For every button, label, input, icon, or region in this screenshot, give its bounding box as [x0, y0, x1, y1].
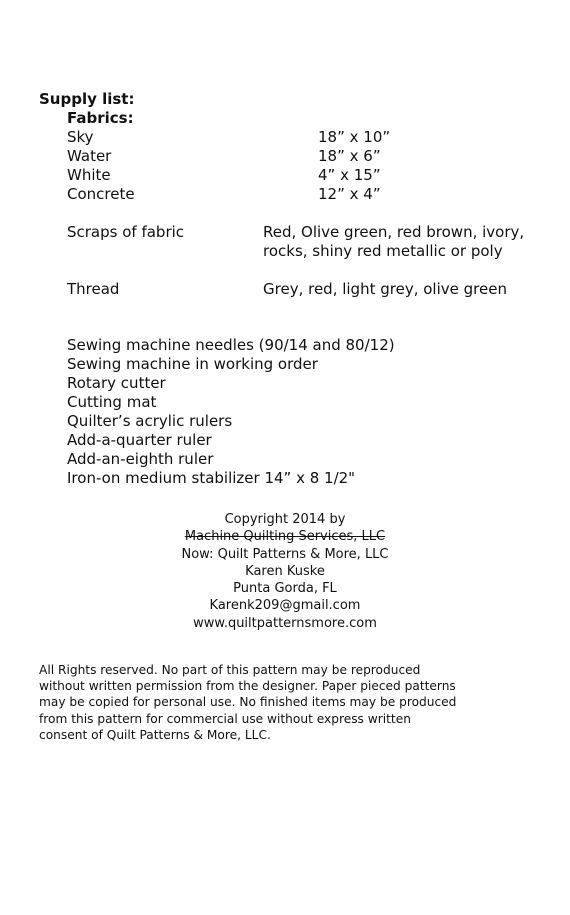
current-company-name: Now: Quilt Patterns & More, LLC	[181, 546, 389, 562]
rights-line: may be copied for personal use. No finished items may be produced	[39, 695, 457, 710]
thread-value: Grey, red, light grey, olive green	[263, 280, 507, 298]
copyright-block	[0, 511, 570, 632]
fabric-size: 12” x 4”	[318, 185, 381, 203]
thread-label: Thread	[67, 280, 120, 298]
tool-item: Add-an-eighth ruler	[67, 450, 214, 468]
scraps-label: Scraps of fabric	[67, 223, 185, 241]
rights-line: from this pattern for commercial use without express written	[39, 711, 411, 726]
rights-line: without written permission from the designer. Paper pieced patterns	[39, 679, 456, 694]
fabric-size: 4” x 15”	[318, 166, 381, 184]
tool-item: Quilter’s acrylic rulers	[67, 412, 233, 430]
rights-line: consent of Quilt Patterns & More, LLC.	[39, 727, 271, 742]
tool-item: Add-a-quarter ruler	[67, 431, 212, 449]
rights-line: All Rights reserved. No part of this pattern may be reproduced	[39, 663, 421, 677]
tools-list	[67, 336, 547, 488]
email-address: Karenk209@gmail.com	[209, 598, 361, 614]
tool-item: Sewing machine needles (90/14 and 80/12)	[67, 336, 395, 354]
fabric-name: Water	[67, 147, 112, 165]
tool-item: Iron-on medium stabilizer 14” x 8 1/2"	[67, 469, 356, 487]
location: Punta Gorda, FL	[233, 581, 337, 597]
designer-name: Karen Kuske	[245, 563, 325, 579]
fabric-size: 18” x 6”	[318, 147, 381, 165]
fabric-row	[67, 128, 537, 147]
fabric-name: White	[67, 166, 111, 184]
rights-notice	[39, 662, 539, 743]
fabric-row	[67, 185, 537, 204]
scraps-value	[263, 223, 548, 261]
fabric-name: Sky	[67, 128, 94, 146]
fabric-name: Concrete	[67, 185, 135, 203]
copyright-line: Copyright 2014 by	[224, 512, 346, 527]
fabric-row	[67, 166, 537, 185]
scraps-value-line: Red, Olive green, red brown, ivory,	[263, 223, 525, 241]
fabric-row	[67, 147, 537, 166]
scraps-value-line: rocks, shiny red metallic or poly	[263, 242, 503, 260]
tool-item: Cutting mat	[67, 393, 157, 411]
tool-item: Rotary cutter	[67, 374, 166, 392]
former-company-name: Machine Quilting Services, LLC	[184, 529, 386, 545]
fabrics-heading: Fabrics:	[67, 109, 134, 127]
tool-item: Sewing machine in working order	[67, 355, 318, 373]
website-url: www.quiltpatternsmore.com	[193, 615, 377, 631]
supply-list-heading: Supply list:	[39, 90, 135, 108]
fabric-size: 18” x 10”	[318, 128, 391, 146]
